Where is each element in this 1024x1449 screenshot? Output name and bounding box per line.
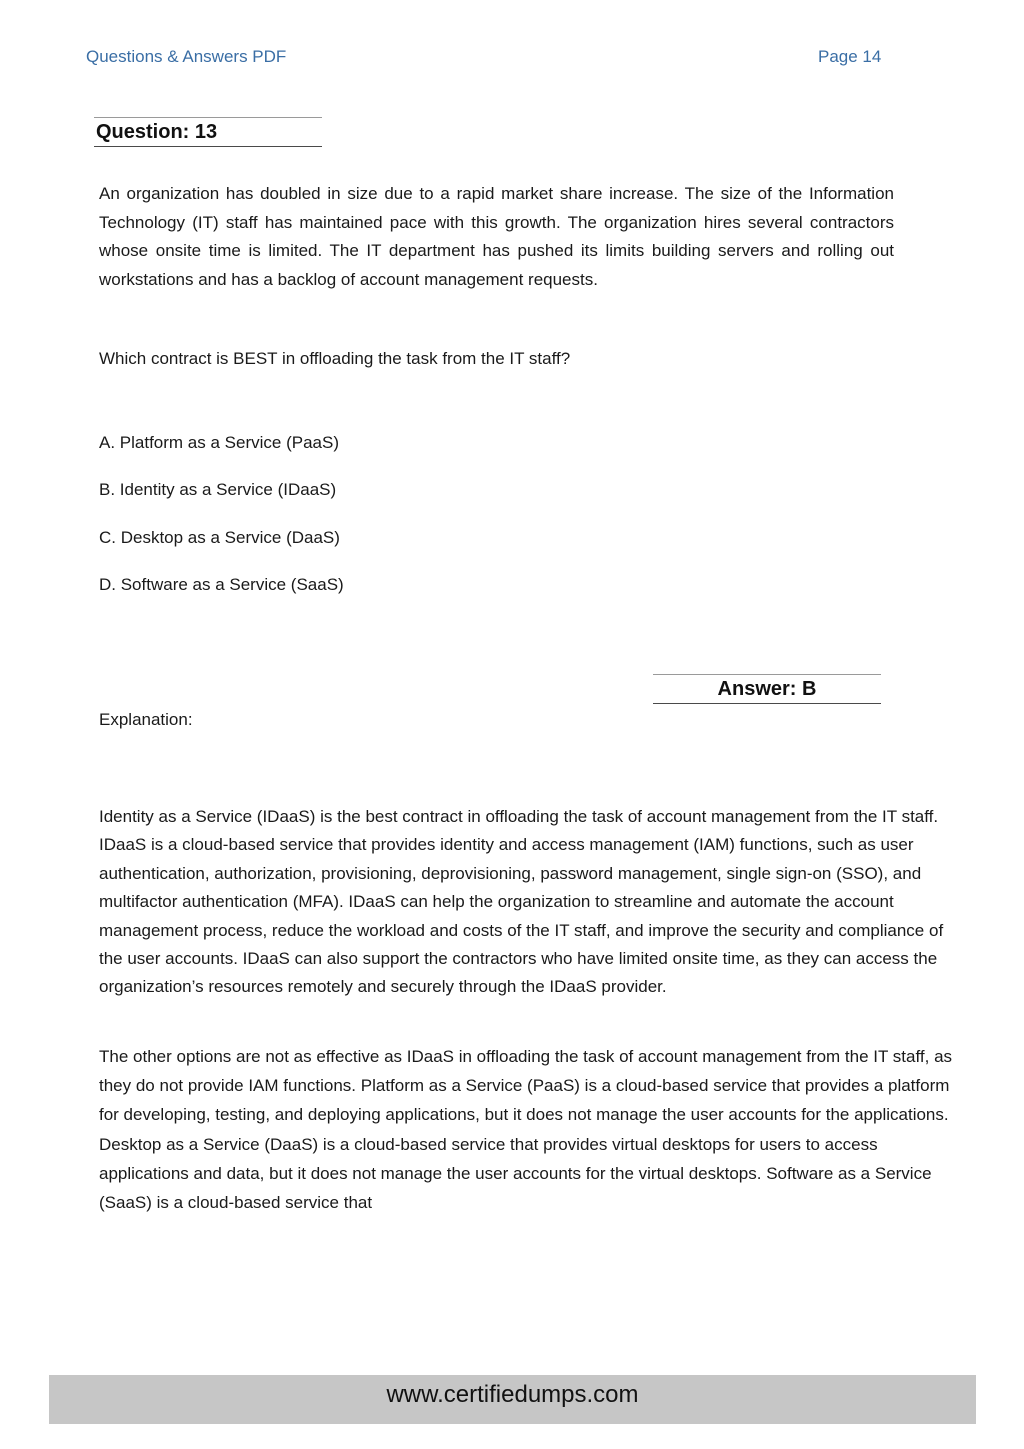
explanation-label: Explanation:	[99, 710, 193, 729]
option-b: B. Identity as a Service (IDaaS)	[99, 480, 337, 499]
option-a: A. Platform as a Service (PaaS)	[99, 433, 339, 452]
option-d: D. Software as a Service (SaaS)	[99, 575, 344, 594]
footer-url: www.certifiedumps.com	[386, 1381, 639, 1408]
option-c: C. Desktop as a Service (DaaS)	[99, 528, 340, 547]
header-document-title: Questions & Answers PDF	[86, 47, 287, 66]
question-scenario: An organization has doubled in size due to a rapid market share increase. The size of the Information Technology (IT) staff has maintained pace with this growth. The organization hires several contractors whose onsite time is limited. The IT department has pushed its limits building servers and rolling out workstations and has a backlog of account management requests.	[99, 184, 894, 289]
question-prompt: Which contract is BEST in offloading the task from the IT staff?	[99, 349, 571, 368]
answer-label: Answer: B	[717, 678, 817, 700]
explanation-paragraph-2: The other options are not as effective as IDaaS in offloading the task of account management from the IT staff, as they do not provide IAM functions. Platform as a Service (PaaS) is a cloud-based service that provides a platform for developing, testing, and deploying applications, but it does not manage the user accounts for the applications. Desktop as a Service (DaaS) is a cloud-based service that provides virtual desktops for users to access applications and data, but it does not manage the user accounts for the virtual desktops. Software as a Service (SaaS) is a cloud-based service that	[99, 1047, 953, 1213]
question-title: Question: 13	[96, 121, 218, 143]
footer-bar	[49, 1375, 976, 1424]
explanation-paragraph-1: Identity as a Service (IDaaS) is the best contract in offloading the task of account management from the IT staff. IDaaS is a cloud-based service that provides identity and access management (IAM) functions, such as user authentication, authorization, provisioning, deprovisioning, password management, single sign-on (SSO), and multifactor authentication (MFA). IDaaS can help the organization to streamline and automate the account management process, reduce the workload and costs of the IT staff, and improve the security and compliance of the user accounts. IDaaS can also support the contractors who have limited onsite time, as they can access the organization’s resources remotely and securely through the IDaaS provider.	[99, 807, 944, 997]
header-page-number: Page 14	[818, 47, 882, 66]
question-heading-box	[94, 117, 322, 147]
answer-heading-box	[653, 674, 881, 704]
